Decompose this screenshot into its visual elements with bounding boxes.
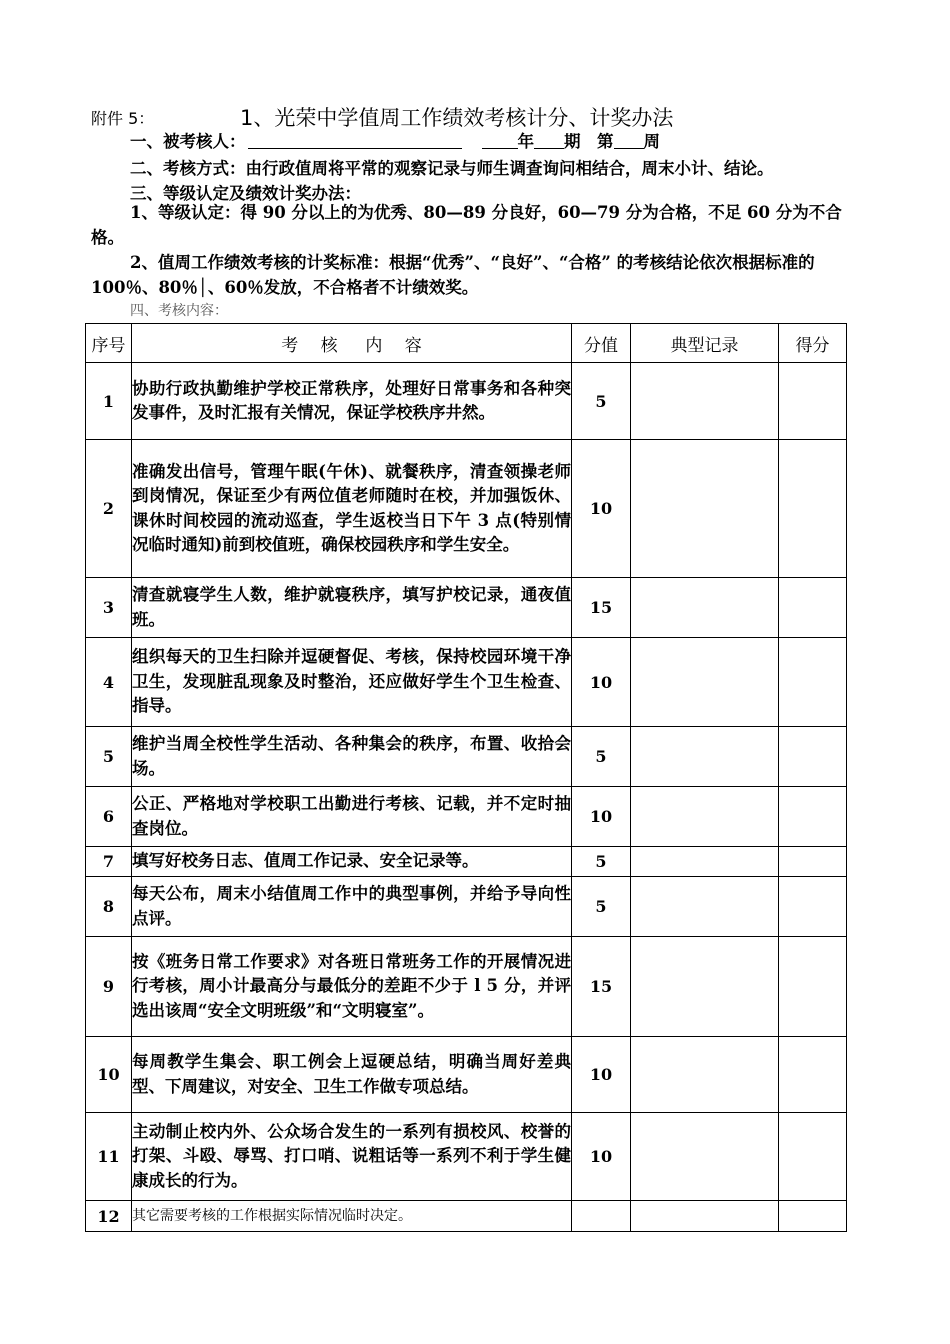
table-row bbox=[86, 877, 847, 937]
grade-title: 三、等级认定及绩效计奖办法： bbox=[130, 184, 361, 203]
row-record-cell[interactable] bbox=[631, 578, 779, 638]
assessment-table bbox=[85, 323, 847, 1232]
row-content: 清查就寝学生人数，维护就寝秩序，填写护校记录，通夜值班。 bbox=[132, 578, 572, 638]
row-no: 10 bbox=[86, 1037, 132, 1113]
document-title: 1、光荣中学值周工作绩效考核计分、计奖办法 bbox=[240, 106, 674, 130]
examinee-label: 一、被考核人： bbox=[130, 132, 246, 151]
row-score: 5 bbox=[572, 363, 631, 440]
table-row bbox=[86, 727, 847, 787]
row-points-cell[interactable] bbox=[779, 363, 847, 440]
attachment-label: 附件 5： bbox=[91, 109, 155, 128]
table-row bbox=[86, 787, 847, 847]
table-header-row bbox=[86, 324, 847, 363]
year-blank bbox=[482, 132, 518, 149]
row-points-cell[interactable] bbox=[779, 877, 847, 937]
header-content: 考 核 内 容 bbox=[132, 324, 572, 363]
row-no: 9 bbox=[86, 937, 132, 1037]
row-content: 维护当周全校性学生活动、各种集会的秩序，布置、收拾会场。 bbox=[132, 727, 572, 787]
header-record: 典型记录 bbox=[631, 324, 779, 363]
row-points-cell[interactable] bbox=[779, 1113, 847, 1201]
title-line bbox=[91, 102, 891, 130]
week-label: 周 bbox=[643, 132, 660, 151]
row-record-cell[interactable] bbox=[631, 787, 779, 847]
row-score: 15 bbox=[572, 937, 631, 1037]
row-no: 3 bbox=[86, 578, 132, 638]
row-record-cell[interactable] bbox=[631, 937, 779, 1037]
row-score: 10 bbox=[572, 440, 631, 578]
row-points-cell[interactable] bbox=[779, 937, 847, 1037]
row-points-cell[interactable] bbox=[779, 1201, 847, 1232]
row-content: 准确发出信号，管理午眠(午休)、就餐秩序，清查领操老师到岗情况，保证至少有两位值老师随时在校，并加强饭休、课休时间校园的流动巡查，学生返校当日下午 3 点(特别情况临时通知)前到校值班，确保校园秩序和学生安全。 bbox=[132, 440, 572, 578]
row-record-cell[interactable] bbox=[631, 877, 779, 937]
row-score bbox=[572, 1201, 631, 1232]
row-record-cell[interactable] bbox=[631, 638, 779, 727]
row-points-cell[interactable] bbox=[779, 727, 847, 787]
table-row bbox=[86, 578, 847, 638]
header-no: 序号 bbox=[86, 324, 132, 363]
table-row bbox=[86, 363, 847, 440]
examinee-blank bbox=[248, 132, 462, 149]
row-record-cell[interactable] bbox=[631, 727, 779, 787]
week-prefix-label: 第 bbox=[597, 132, 614, 151]
row-content: 协助行政执勤维护学校正常秩序，处理好日常事务和各种突发事件，及时汇报有关情况，保证学校秩序井然。 bbox=[132, 363, 572, 440]
row-record-cell[interactable] bbox=[631, 440, 779, 578]
row-points-cell[interactable] bbox=[779, 440, 847, 578]
header-points: 得分 bbox=[779, 324, 847, 363]
row-record-cell[interactable] bbox=[631, 1113, 779, 1201]
row-score: 10 bbox=[572, 638, 631, 727]
row-content: 按《班务日常工作要求》对各班日常班务工作的开展情况进行考核，周小计最高分与最低分的差距不少于 l 5 分，并评选出该周“安全文明班级”和“文明寝室”。 bbox=[132, 937, 572, 1037]
term-blank bbox=[534, 132, 564, 149]
table-row bbox=[86, 937, 847, 1037]
row-content: 公正、严格地对学校职工出勤进行考核、记载，并不定时抽查岗位。 bbox=[132, 787, 572, 847]
term-label: 期 bbox=[564, 132, 581, 151]
row-score: 5 bbox=[572, 727, 631, 787]
row-score: 10 bbox=[572, 1113, 631, 1201]
row-score: 15 bbox=[572, 578, 631, 638]
content-title: 四、考核内容： bbox=[130, 303, 228, 319]
week-blank bbox=[614, 132, 644, 149]
table-row bbox=[86, 1037, 847, 1113]
row-record-cell[interactable] bbox=[631, 847, 779, 877]
row-no: 8 bbox=[86, 877, 132, 937]
table-row bbox=[86, 638, 847, 727]
row-content: 每天公布，周末小结值周工作中的典型事例，并给予导向性点评。 bbox=[132, 877, 572, 937]
grade-rule: 1、等级认定：得 90 分以上的为优秀、80—89 分良好，60—79 分为合格，不足 60 分为不合格。 bbox=[91, 203, 842, 247]
table-row bbox=[86, 847, 847, 877]
row-points-cell[interactable] bbox=[779, 578, 847, 638]
row-no: 4 bbox=[86, 638, 132, 727]
row-no: 5 bbox=[86, 727, 132, 787]
table-row bbox=[86, 1113, 847, 1201]
method-line: 二、考核方式：由行政值周将平常的观察记录与师生调查询问相结合，周末小计、结论。 bbox=[130, 159, 774, 178]
row-points-cell[interactable] bbox=[779, 1037, 847, 1113]
row-score: 5 bbox=[572, 847, 631, 877]
row-no: 7 bbox=[86, 847, 132, 877]
year-label: 年 bbox=[517, 132, 534, 151]
row-no: 12 bbox=[86, 1201, 132, 1232]
row-record-cell[interactable] bbox=[631, 1201, 779, 1232]
row-no: 1 bbox=[86, 363, 132, 440]
row-content: 组织每天的卫生扫除并逗硬督促、考核，保持校园环境干净卫生，发现脏乱现象及时整治，还应做好学生个卫生检查、指导。 bbox=[132, 638, 572, 727]
row-points-cell[interactable] bbox=[779, 638, 847, 727]
reward-rule: 2、值周工作绩效考核的计奖标准：根据“优秀”、“良好”、“合格” 的考核结论依次根据标准的100％、80％│、60％发放，不合格者不计绩效奖。 bbox=[91, 253, 815, 297]
table-row bbox=[86, 1201, 847, 1232]
row-no: 11 bbox=[86, 1113, 132, 1201]
table-row bbox=[86, 440, 847, 578]
row-score: 10 bbox=[572, 787, 631, 847]
row-record-cell[interactable] bbox=[631, 1037, 779, 1113]
row-content: 主动制止校内外、公众场合发生的一系列有损校风、校誉的打架、斗殴、辱骂、打口哨、说粗话等一系列不利于学生健康成长的行为。 bbox=[132, 1113, 572, 1201]
row-points-cell[interactable] bbox=[779, 847, 847, 877]
row-score: 10 bbox=[572, 1037, 631, 1113]
row-no: 2 bbox=[86, 440, 132, 578]
row-record-cell[interactable] bbox=[631, 363, 779, 440]
row-content: 其它需要考核的工作根据实际情况临时决定。 bbox=[132, 1201, 572, 1232]
examinee-line bbox=[130, 128, 660, 152]
row-points-cell[interactable] bbox=[779, 787, 847, 847]
header-score: 分值 bbox=[572, 324, 631, 363]
row-content: 填写好校务日志、值周工作记录、安全记录等。 bbox=[132, 847, 572, 877]
row-content: 每周教学生集会、职工例会上逗硬总结，明确当周好差典型、下周建议，对安全、卫生工作做专项总结。 bbox=[132, 1037, 572, 1113]
row-score: 5 bbox=[572, 877, 631, 937]
row-no: 6 bbox=[86, 787, 132, 847]
